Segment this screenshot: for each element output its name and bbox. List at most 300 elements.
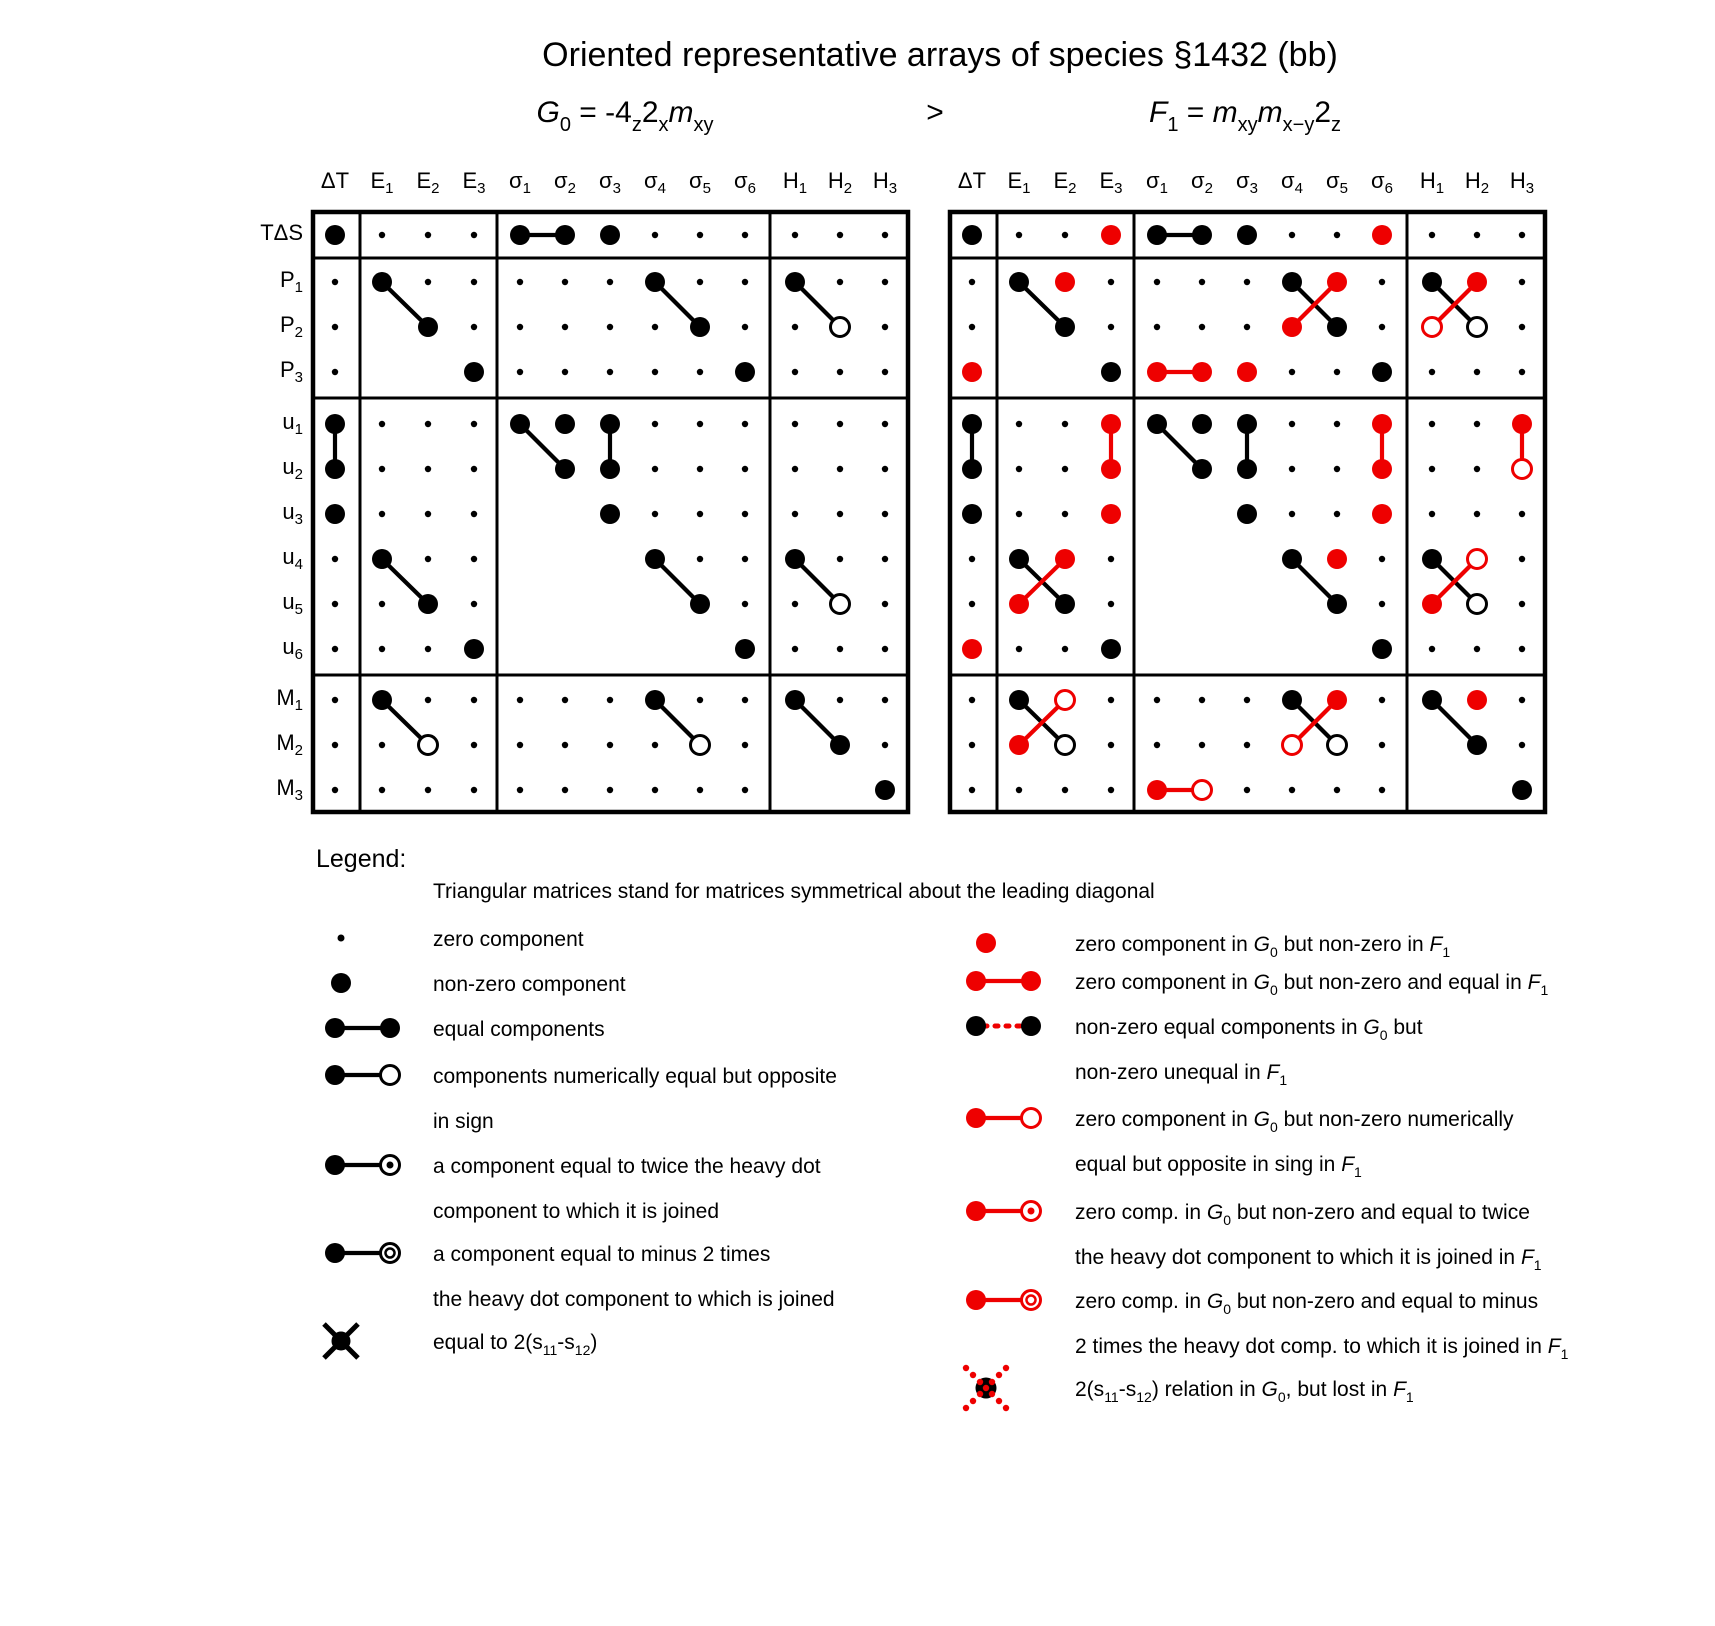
g0-P1-E3-zero [471, 279, 477, 285]
g0-P3-σ3-zero [607, 369, 613, 375]
g0-u6-H3-zero [882, 646, 888, 652]
g0-M2-σ1-zero [517, 742, 523, 748]
g0-col-label-σ4: $\sigma_4$ [644, 168, 666, 197]
g0-M2-σ2-zero [562, 742, 568, 748]
f1-col-label-σ6: $\sigma_6$ [1371, 168, 1393, 197]
legend-sym-black-pair-red-dotted [966, 1016, 1041, 1036]
f1-M1-E3-zero [1108, 697, 1114, 703]
f1-u4-E2-heavy-red [1055, 549, 1075, 569]
red-x-dot [1003, 1365, 1009, 1371]
g0-u1-σ1-heavy [510, 414, 530, 434]
f1-M3-E1-zero [1016, 787, 1022, 793]
f1-M3-σ1-heavy-red [1147, 780, 1167, 800]
f1-u6-E3-heavy [1101, 639, 1121, 659]
f1-u1-σ5-zero [1334, 421, 1340, 427]
red-x-dot [977, 1391, 983, 1397]
legend-sym-red-minus2-pair [966, 1290, 1041, 1310]
f1-M2-σ2-zero [1199, 742, 1205, 748]
red-x-dot [996, 1372, 1002, 1378]
f1-P3-E3-heavy [1101, 362, 1121, 382]
g0-u4-H2-zero [837, 556, 843, 562]
f1-u1-σ6-heavy-red [1372, 414, 1392, 434]
red-x-dot [970, 1398, 976, 1404]
g0-P1-H2-zero [837, 279, 843, 285]
g0-P3-σ5-zero [697, 369, 703, 375]
f1-u2-E2-zero [1062, 466, 1068, 472]
legend-sym-red-equal-pair [966, 971, 1041, 991]
f1-P3-H1-zero [1429, 369, 1435, 375]
legend-heavy-red [966, 1108, 986, 1128]
f1-P3-σ3-heavy-red [1237, 362, 1257, 382]
g0-u4-H3-zero [882, 556, 888, 562]
g0-u3-σ5-zero [697, 511, 703, 517]
g0-M1-H1-heavy [785, 690, 805, 710]
g0-u2-σ3-heavy [600, 459, 620, 479]
g0-M3-ΔT-zero [332, 787, 338, 793]
g0-M3-E2-zero [425, 787, 431, 793]
g0-col-label-σ3: $\sigma_3$ [599, 168, 621, 197]
f1-P1-H3-zero [1519, 279, 1525, 285]
g0-u2-σ6-zero [742, 466, 748, 472]
g0-col-label-H3: $H_3$ [872, 168, 898, 197]
formula-g0-part-3: z [631, 114, 642, 136]
g0-u3-H1-zero [792, 511, 798, 517]
f1-M2-ΔT-zero [969, 742, 975, 748]
g0-u5-E1-zero [379, 601, 385, 607]
f1-P2-H2-open [1468, 318, 1487, 337]
legend-right-item-4-line-0: zero comp. in $G_0$ but non-zero and equal to twice [1075, 1201, 1530, 1228]
f1-P3-σ2-heavy-red [1192, 362, 1212, 382]
f1-u2-σ6-heavy-red [1372, 459, 1392, 479]
g0-u1-σ2-heavy [555, 414, 575, 434]
f1-TΔS-ΔT-heavy [962, 225, 982, 245]
formula-f1-part-0: F [1148, 96, 1168, 129]
f1-P2-σ3-zero [1244, 324, 1250, 330]
g0-col-label-H2: $H_2$ [827, 168, 853, 197]
g0-M2-E2-open [419, 736, 438, 755]
f1-u2-σ5-zero [1334, 466, 1340, 472]
g0-M1-H2-zero [837, 697, 843, 703]
f1-u5-H2-open [1468, 595, 1487, 614]
f1-M3-σ6-zero [1379, 787, 1385, 793]
g0-u6-H1-zero [792, 646, 798, 652]
f1-M2-H2-heavy [1467, 735, 1487, 755]
f1-M1-σ2-zero [1199, 697, 1205, 703]
g0-P3-H1-zero [792, 369, 798, 375]
g0-P1-σ4-heavy [645, 272, 665, 292]
g0-M3-σ1-zero [517, 787, 523, 793]
legend-heavy [380, 1018, 400, 1038]
f1-M3-σ2-open-red [1193, 781, 1212, 800]
g0-M3-E1-zero [379, 787, 385, 793]
f1-u5-E3-zero [1108, 601, 1114, 607]
f1-col-label-σ3: $\sigma_3$ [1236, 168, 1258, 197]
g0-u2-σ2-heavy [555, 459, 575, 479]
legend-right-item-6-line-0: $2(s_{11}-s_{12})$ relation in $G_0$, but lost in $F_1$ [1075, 1378, 1414, 1405]
g0-P3-ΔT-zero [332, 369, 338, 375]
g0-u5-E3-zero [471, 601, 477, 607]
g0-P3-E3-heavy [464, 362, 484, 382]
row-label-u5: $u_5$ [282, 589, 303, 618]
f1-P3-ΔT-heavy-red [962, 362, 982, 382]
g0-M2-ΔT-zero [332, 742, 338, 748]
f1-u1-σ2-heavy [1192, 414, 1212, 434]
f1-P3-σ4-zero [1289, 369, 1295, 375]
legend-right-item-0-line-0: zero component in $G_0$ but non-zero in $F_1$ [1075, 933, 1451, 960]
legend-double-core [386, 1249, 395, 1258]
f1-TΔS-σ1-heavy [1147, 225, 1167, 245]
f1-M1-σ6-zero [1379, 697, 1385, 703]
g0-u6-H2-zero [837, 646, 843, 652]
f1-M3-σ3-zero [1244, 787, 1250, 793]
f1-u4-σ4-heavy [1282, 549, 1302, 569]
red-x-dot [970, 1372, 976, 1378]
g0-u1-H3-zero [882, 421, 888, 427]
f1-P2-E3-zero [1108, 324, 1114, 330]
g0-u1-H2-zero [837, 421, 843, 427]
legend-open-red [1022, 1109, 1041, 1128]
g0-M3-σ4-zero [652, 787, 658, 793]
g0-TΔS-σ1-heavy [510, 225, 530, 245]
g0-u5-E2-heavy [418, 594, 438, 614]
f1-M2-σ1-zero [1154, 742, 1160, 748]
g0-u6-E3-heavy [464, 639, 484, 659]
f1-col-label-E3: $E_3$ [1099, 168, 1123, 197]
f1-M2-σ5-open [1328, 736, 1347, 755]
formula-g0-part-2: = -4 [570, 96, 632, 129]
f1-col-label-σ4: $\sigma_4$ [1281, 168, 1303, 197]
f1-P3-σ5-zero [1334, 369, 1340, 375]
f1-TΔS-H1-zero [1429, 232, 1435, 238]
f1-M2-E1-heavy-red [1009, 735, 1029, 755]
f1-u5-E1-heavy-red [1009, 594, 1029, 614]
legend-sym-red-nonzero [976, 933, 996, 953]
f1-P3-σ6-heavy [1372, 362, 1392, 382]
f1-P1-H1-heavy [1422, 272, 1442, 292]
g0-u1-E1-zero [379, 421, 385, 427]
row-label-u1: $u_1$ [282, 409, 303, 438]
g0-u4-ΔT-zero [332, 556, 338, 562]
g0-P2-H1-zero [792, 324, 798, 330]
f1-u3-E2-zero [1062, 511, 1068, 517]
f1-M2-E3-zero [1108, 742, 1114, 748]
g0-P2-H3-zero [882, 324, 888, 330]
g0-u4-H1-heavy [785, 549, 805, 569]
f1-M1-σ1-zero [1154, 697, 1160, 703]
g0-P2-σ4-zero [652, 324, 658, 330]
f1-col-label-E1: $E_1$ [1007, 168, 1031, 197]
g0-u1-σ5-zero [697, 421, 703, 427]
f1-TΔS-σ3-heavy [1237, 225, 1257, 245]
f1-u5-E2-heavy [1055, 594, 1075, 614]
legend-sym-cross-dot-red-lost [963, 1365, 1009, 1411]
legend-left-item-3-line-1: in sign [433, 1110, 494, 1133]
f1-M1-E1-heavy [1009, 690, 1029, 710]
g0-TΔS-H1-zero [792, 232, 798, 238]
g0-P1-σ5-zero [697, 279, 703, 285]
g0-P3-σ2-zero [562, 369, 568, 375]
g0-u1-σ4-zero [652, 421, 658, 427]
f1-u4-E3-zero [1108, 556, 1114, 562]
row-label-u3: $u_3$ [282, 499, 303, 528]
f1-u1-E1-zero [1016, 421, 1022, 427]
legend-sym-opposite-pair [325, 1065, 400, 1085]
f1-P2-σ6-zero [1379, 324, 1385, 330]
g0-u4-σ5-zero [697, 556, 703, 562]
f1-u5-σ5-heavy [1327, 594, 1347, 614]
f1-P1-σ3-zero [1244, 279, 1250, 285]
g0-M3-σ5-zero [697, 787, 703, 793]
g0-u5-ΔT-zero [332, 601, 338, 607]
g0-P2-σ6-zero [742, 324, 748, 330]
g0-u1-H1-zero [792, 421, 798, 427]
red-x-dot [977, 1379, 983, 1385]
f1-TΔS-σ2-heavy [1192, 225, 1212, 245]
f1-M2-σ4-open-red [1283, 736, 1302, 755]
g0-M3-σ3-zero [607, 787, 613, 793]
f1-u1-H1-zero [1429, 421, 1435, 427]
g0-u6-ΔT-zero [332, 646, 338, 652]
g0-M2-σ4-zero [652, 742, 658, 748]
legend-heavy-red [976, 933, 996, 953]
g0-M1-σ3-zero [607, 697, 613, 703]
row-label-M3: $M_3$ [276, 775, 303, 804]
f1-col-label-σ2: $\sigma_2$ [1191, 168, 1213, 197]
g0-u3-E3-zero [471, 511, 477, 517]
g0-M2-H3-zero [882, 742, 888, 748]
g0-M1-H3-zero [882, 697, 888, 703]
legend-heavy [325, 1243, 345, 1263]
formula-f1-part-6: x−y [1282, 114, 1315, 136]
g0-P2-ΔT-zero [332, 324, 338, 330]
legend-open [381, 1066, 400, 1085]
g0-P1-σ3-zero [607, 279, 613, 285]
f1-u4-ΔT-zero [969, 556, 975, 562]
legend-intro: Triangular matrices stand for matrices symmetrical about the leading diagonal [433, 880, 1155, 903]
f1-P1-σ5-heavy-red [1327, 272, 1347, 292]
f1-u5-H3-zero [1519, 601, 1525, 607]
f1-u5-H1-heavy-red [1422, 594, 1442, 614]
legend-heavy-red [966, 1290, 986, 1310]
legend-target-red-core [1028, 1208, 1035, 1215]
g0-TΔS-σ6-zero [742, 232, 748, 238]
g0-M1-ΔT-zero [332, 697, 338, 703]
g0-u6-σ6-heavy [735, 639, 755, 659]
g0-M1-σ2-zero [562, 697, 568, 703]
f1-u1-E2-zero [1062, 421, 1068, 427]
figure-title: Oriented representative arrays of species §1432 (bb) [542, 36, 1338, 74]
g0-M2-E3-zero [471, 742, 477, 748]
f1-P2-H1-open-red [1423, 318, 1442, 337]
g0-M2-E1-zero [379, 742, 385, 748]
row-label-M1: $M_1$ [276, 685, 303, 714]
f1-u3-σ6-heavy-red [1372, 504, 1392, 524]
f1-col-label-H2: $H_2$ [1464, 168, 1490, 197]
legend-heavy [331, 973, 351, 993]
legend-left-item-4-line-0: a component equal to twice the heavy dot [433, 1155, 821, 1178]
g0-u1-E2-zero [425, 421, 431, 427]
f1-P2-σ5-heavy [1327, 317, 1347, 337]
f1-u2-H2-zero [1474, 466, 1480, 472]
g0-u4-E2-zero [425, 556, 431, 562]
legend-left-item-4-line-1: component to which it is joined [433, 1200, 719, 1223]
g0-P1-H1-heavy [785, 272, 805, 292]
g0-P2-E2-heavy [418, 317, 438, 337]
g0-u2-E3-zero [471, 466, 477, 472]
legend-heavy-red [966, 971, 986, 991]
g0-P2-σ2-zero [562, 324, 568, 330]
g0-TΔS-E2-zero [425, 232, 431, 238]
legend-heavy [325, 1065, 345, 1085]
red-x-dot [983, 1385, 989, 1391]
f1-u3-H3-zero [1519, 511, 1525, 517]
f1-u5-ΔT-zero [969, 601, 975, 607]
f1-u3-σ3-heavy [1237, 504, 1257, 524]
g0-P1-H3-zero [882, 279, 888, 285]
f1-TΔS-σ6-heavy-red [1372, 225, 1392, 245]
g0-M1-σ5-zero [697, 697, 703, 703]
legend-left-item-5-line-1: the heavy dot component to which is joined [433, 1288, 835, 1311]
legend-right-item-3-line-1: equal but opposite in sing in $F_1$ [1075, 1153, 1362, 1180]
f1-u3-E1-zero [1016, 511, 1022, 517]
g0-u2-σ4-zero [652, 466, 658, 472]
f1-TΔS-E2-zero [1062, 232, 1068, 238]
red-x-dot [963, 1365, 969, 1371]
legend-right-item-1-line-0: zero component in $G_0$ but non-zero and equal in $F_1$ [1075, 971, 1549, 998]
row-label-P3: $P_3$ [279, 357, 303, 386]
g0-TΔS-σ3-heavy [600, 225, 620, 245]
formula-f1-part-1: 1 [1167, 114, 1179, 136]
formula-g0-part-4: 2 [641, 96, 659, 129]
f1-u3-σ5-zero [1334, 511, 1340, 517]
row-label-P1: $P_1$ [279, 267, 303, 296]
f1-M1-H2-heavy-red [1467, 690, 1487, 710]
f1-u2-H1-zero [1429, 466, 1435, 472]
row-label-M2: $M_2$ [276, 730, 303, 759]
f1-u4-σ5-heavy-red [1327, 549, 1347, 569]
g0-P1-ΔT-zero [332, 279, 338, 285]
g0-P1-σ1-zero [517, 279, 523, 285]
g0-u2-H1-zero [792, 466, 798, 472]
f1-M3-ΔT-zero [969, 787, 975, 793]
f1-u2-H3-open-red [1513, 460, 1532, 479]
f1-u3-E3-heavy-red [1101, 504, 1121, 524]
f1-P2-H3-zero [1519, 324, 1525, 330]
f1-M1-σ4-heavy [1282, 690, 1302, 710]
f1-u1-ΔT-heavy [962, 414, 982, 434]
g0-TΔS-E3-zero [471, 232, 477, 238]
g0-u5-H2-open [831, 595, 850, 614]
g0-P3-H3-zero [882, 369, 888, 375]
g0-u2-H3-zero [882, 466, 888, 472]
formula-g0 [430, 96, 820, 136]
g0-P1-σ2-zero [562, 279, 568, 285]
g0-u1-σ6-zero [742, 421, 748, 427]
g0-u3-σ6-zero [742, 511, 748, 517]
f1-P2-E2-heavy [1055, 317, 1075, 337]
f1-col-label-σ1: $\sigma_1$ [1146, 168, 1168, 197]
legend-sym-nonzero [331, 973, 351, 993]
g0-M2-H2-heavy [830, 735, 850, 755]
f1-M1-σ3-zero [1244, 697, 1250, 703]
f1-u1-σ4-zero [1289, 421, 1295, 427]
f1-u6-E2-zero [1062, 646, 1068, 652]
f1-TΔS-σ4-zero [1289, 232, 1295, 238]
g0-col-label-σ2: $\sigma_2$ [554, 168, 576, 197]
legend-sym-red-opposite-pair [966, 1108, 1041, 1128]
f1-u1-E3-heavy-red [1101, 414, 1121, 434]
f1-u3-ΔT-heavy [962, 504, 982, 524]
legend-sym-twice-pair [325, 1155, 400, 1175]
f1-M3-H3-heavy [1512, 780, 1532, 800]
f1-u6-E1-zero [1016, 646, 1022, 652]
f1-P1-ΔT-zero [969, 279, 975, 285]
legend-heavy-red [1021, 971, 1041, 991]
g0-col-label-σ1: $\sigma_1$ [509, 168, 531, 197]
formula-f1-part-2: = [1178, 96, 1213, 129]
formula-f1-part-7: 2 [1314, 96, 1332, 129]
legend-sym-equal-pair [325, 1018, 400, 1038]
f1-TΔS-E1-zero [1016, 232, 1022, 238]
f1-P1-E1-heavy [1009, 272, 1029, 292]
legend-heavy-red [966, 1201, 986, 1221]
f1-P1-H2-heavy-red [1467, 272, 1487, 292]
g0-TΔS-H3-zero [882, 232, 888, 238]
f1-P3-H2-zero [1474, 369, 1480, 375]
row-label-u4: $u_4$ [282, 544, 303, 573]
f1-P1-E3-zero [1108, 279, 1114, 285]
legend-left-item-2-line-0: equal components [433, 1018, 605, 1041]
comparator-symbol: > [926, 96, 944, 129]
f1-u1-σ3-heavy [1237, 414, 1257, 434]
g0-u6-E2-zero [425, 646, 431, 652]
f1-TΔS-σ5-zero [1334, 232, 1340, 238]
f1-TΔS-H2-zero [1474, 232, 1480, 238]
f1-u2-σ3-heavy [1237, 459, 1257, 479]
f1-P2-ΔT-zero [969, 324, 975, 330]
g0-M1-σ1-zero [517, 697, 523, 703]
f1-M1-E2-open-red [1056, 691, 1075, 710]
f1-M3-E2-zero [1062, 787, 1068, 793]
legend-sym-cross-dot [324, 1324, 358, 1358]
legend-right-item-2-line-1: non-zero unequal in $F_1$ [1075, 1061, 1288, 1088]
row-label-P2: $P_2$ [279, 312, 303, 341]
f1-col-label-H3: $H_3$ [1509, 168, 1535, 197]
f1-u2-E3-heavy-red [1101, 459, 1121, 479]
g0-P3-σ4-zero [652, 369, 658, 375]
red-x-dot [996, 1398, 1002, 1404]
g0-col-label-E2: $E_2$ [416, 168, 440, 197]
legend-right-item-4-line-1: the heavy dot component to which it is joined in $F_1$ [1075, 1246, 1542, 1273]
g0-col-label-E1: $E_1$ [370, 168, 394, 197]
legend-right-item-5-line-0: zero comp. in $G_0$ but non-zero and equal to minus [1075, 1290, 1539, 1317]
f1-M1-ΔT-zero [969, 697, 975, 703]
g0-M2-σ5-open [691, 736, 710, 755]
f1-u6-H2-zero [1474, 646, 1480, 652]
formula-f1-part-4: xy [1237, 114, 1258, 136]
g0-u4-E1-heavy [372, 549, 392, 569]
f1-M1-H1-heavy [1422, 690, 1442, 710]
zero-dot [338, 935, 345, 942]
g0-u6-E1-zero [379, 646, 385, 652]
g0-M2-σ6-zero [742, 742, 748, 748]
red-x-dot [1003, 1405, 1009, 1411]
f1-u2-σ4-zero [1289, 466, 1295, 472]
legend-heading: Legend: [316, 845, 407, 873]
g0-P3-σ1-zero [517, 369, 523, 375]
f1-u4-E1-heavy [1009, 549, 1029, 569]
g0-P3-σ6-heavy [735, 362, 755, 382]
